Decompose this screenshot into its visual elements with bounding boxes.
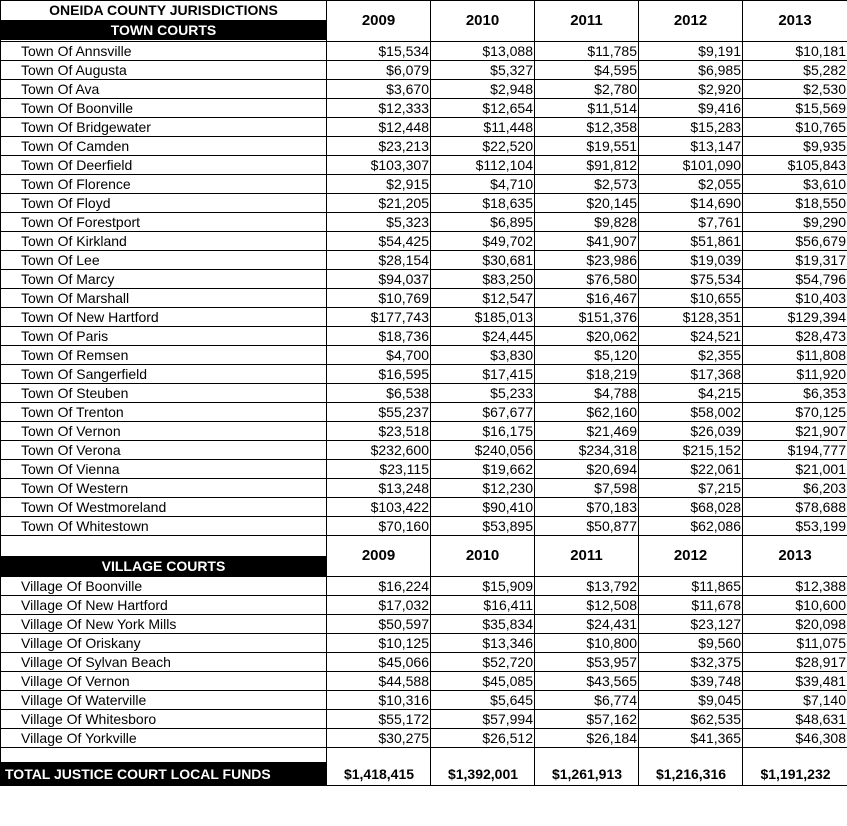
town-row	[1, 517, 847, 536]
amount-cell: $10,316	[327, 691, 431, 710]
amount-cell: $16,224	[327, 577, 431, 596]
town-row	[1, 346, 847, 365]
amount-cell: $240,056	[431, 441, 535, 460]
town-name: Town Of Western	[1, 479, 327, 498]
amount-cell: $52,720	[431, 653, 535, 672]
amount-cell: $5,233	[431, 384, 535, 403]
village-name: Village Of Oriskany	[1, 634, 327, 653]
amount-cell: $16,467	[535, 289, 639, 308]
amount-cell: $45,085	[431, 672, 535, 691]
amount-cell: $48,631	[743, 710, 847, 729]
town-header-row	[1, 1, 847, 42]
town-name: Town Of Bridgewater	[1, 118, 327, 137]
town-row	[1, 365, 847, 384]
amount-cell: $10,600	[743, 596, 847, 615]
amount-cell: $83,250	[431, 270, 535, 289]
amount-cell: $12,333	[327, 99, 431, 118]
year-header: 2011	[535, 536, 639, 577]
amount-cell: $10,125	[327, 634, 431, 653]
town-row	[1, 327, 847, 346]
town-row	[1, 156, 847, 175]
amount-cell: $58,002	[639, 403, 743, 422]
amount-cell: $17,415	[431, 365, 535, 384]
amount-cell: $12,547	[431, 289, 535, 308]
amount-cell: $2,915	[327, 175, 431, 194]
village-row	[1, 596, 847, 615]
village-name: Village Of Boonville	[1, 577, 327, 596]
amount-cell: $9,191	[639, 42, 743, 61]
amount-cell: $18,736	[327, 327, 431, 346]
amount-cell: $215,152	[639, 441, 743, 460]
amount-cell: $10,800	[535, 634, 639, 653]
town-name: Town Of New Hartford	[1, 308, 327, 327]
amount-cell: $41,907	[535, 232, 639, 251]
town-name: Town Of Whitestown	[1, 517, 327, 536]
village-name: Village Of Vernon	[1, 672, 327, 691]
amount-cell: $53,957	[535, 653, 639, 672]
town-name: Town Of Sangerfield	[1, 365, 327, 384]
spacer-cell	[1, 748, 327, 763]
amount-cell: $22,061	[639, 460, 743, 479]
amount-cell: $12,654	[431, 99, 535, 118]
amount-cell: $129,394	[743, 308, 847, 327]
amount-cell: $26,039	[639, 422, 743, 441]
town-name: Town Of Vienna	[1, 460, 327, 479]
amount-cell: $55,172	[327, 710, 431, 729]
town-row	[1, 61, 847, 80]
amount-cell: $177,743	[327, 308, 431, 327]
town-row	[1, 498, 847, 517]
town-name: Town Of Kirkland	[1, 232, 327, 251]
amount-cell: $15,569	[743, 99, 847, 118]
amount-cell: $62,535	[639, 710, 743, 729]
amount-cell: $91,812	[535, 156, 639, 175]
amount-cell: $9,828	[535, 213, 639, 232]
town-row	[1, 137, 847, 156]
amount-cell: $9,935	[743, 137, 847, 156]
total-spacer	[1, 748, 847, 763]
amount-cell: $19,039	[639, 251, 743, 270]
year-header: 2009	[327, 1, 431, 42]
village-name: Village Of New Hartford	[1, 596, 327, 615]
village-name: Village Of Whitesboro	[1, 710, 327, 729]
amount-cell: $28,473	[743, 327, 847, 346]
amount-cell: $6,538	[327, 384, 431, 403]
amount-cell: $12,358	[535, 118, 639, 137]
amount-cell: $30,681	[431, 251, 535, 270]
amount-cell: $50,597	[327, 615, 431, 634]
town-name: Town Of Westmoreland	[1, 498, 327, 517]
amount-cell: $16,595	[327, 365, 431, 384]
amount-cell: $9,290	[743, 213, 847, 232]
amount-cell: $105,843	[743, 156, 847, 175]
amount-cell: $22,520	[431, 137, 535, 156]
amount-cell: $62,160	[535, 403, 639, 422]
amount-cell: $67,677	[431, 403, 535, 422]
amount-cell: $10,181	[743, 42, 847, 61]
amount-cell: $49,702	[431, 232, 535, 251]
amount-cell: $13,248	[327, 479, 431, 498]
amount-cell: $2,355	[639, 346, 743, 365]
town-name: Town Of Marcy	[1, 270, 327, 289]
amount-cell: $6,353	[743, 384, 847, 403]
village-row	[1, 691, 847, 710]
town-row	[1, 118, 847, 137]
amount-cell: $11,678	[639, 596, 743, 615]
amount-cell: $11,448	[431, 118, 535, 137]
section-spacer	[1, 536, 847, 557]
amount-cell: $23,213	[327, 137, 431, 156]
amount-cell: $12,230	[431, 479, 535, 498]
spacer-cell	[327, 748, 431, 763]
amount-cell: $15,909	[431, 577, 535, 596]
amount-cell: $90,410	[431, 498, 535, 517]
village-courts-label: VILLAGE COURTS	[1, 556, 326, 576]
year-header: 2010	[431, 536, 535, 577]
amount-cell: $10,403	[743, 289, 847, 308]
town-name: Town Of Verona	[1, 441, 327, 460]
year-header: 2012	[639, 536, 743, 577]
amount-cell: $6,079	[327, 61, 431, 80]
amount-cell: $51,861	[639, 232, 743, 251]
amount-cell: $103,307	[327, 156, 431, 175]
amount-cell: $19,662	[431, 460, 535, 479]
town-row	[1, 251, 847, 270]
amount-cell: $2,948	[431, 80, 535, 99]
amount-cell: $57,994	[431, 710, 535, 729]
total-amount: $1,191,232	[743, 763, 847, 786]
year-header: 2009	[327, 536, 431, 577]
amount-cell: $68,028	[639, 498, 743, 517]
amount-cell: $20,694	[535, 460, 639, 479]
amount-cell: $2,920	[639, 80, 743, 99]
amount-cell: $78,688	[743, 498, 847, 517]
amount-cell: $70,160	[327, 517, 431, 536]
year-header: 2013	[743, 536, 847, 577]
town-row	[1, 289, 847, 308]
amount-cell: $4,215	[639, 384, 743, 403]
amount-cell: $53,199	[743, 517, 847, 536]
amount-cell: $21,001	[743, 460, 847, 479]
amount-cell: $46,308	[743, 729, 847, 748]
amount-cell: $19,317	[743, 251, 847, 270]
amount-cell: $9,560	[639, 634, 743, 653]
amount-cell: $7,598	[535, 479, 639, 498]
amount-cell: $5,645	[431, 691, 535, 710]
amount-cell: $32,375	[639, 653, 743, 672]
village-name: Village Of Waterville	[1, 691, 327, 710]
town-row	[1, 441, 847, 460]
amount-cell: $10,765	[743, 118, 847, 137]
amount-cell: $23,518	[327, 422, 431, 441]
amount-cell: $11,920	[743, 365, 847, 384]
amount-cell: $94,037	[327, 270, 431, 289]
town-row	[1, 99, 847, 118]
total-amount: $1,392,001	[431, 763, 535, 786]
amount-cell: $15,283	[639, 118, 743, 137]
amount-cell: $41,365	[639, 729, 743, 748]
amount-cell: $17,368	[639, 365, 743, 384]
town-name: Town Of Steuben	[1, 384, 327, 403]
amount-cell: $2,780	[535, 80, 639, 99]
spacer-cell	[535, 748, 639, 763]
town-row	[1, 213, 847, 232]
amount-cell: $18,219	[535, 365, 639, 384]
total-label: TOTAL JUSTICE COURT LOCAL FUNDS	[1, 763, 327, 786]
town-row	[1, 479, 847, 498]
amount-cell: $26,512	[431, 729, 535, 748]
town-row	[1, 232, 847, 251]
village-row	[1, 729, 847, 748]
town-name: Town Of Augusta	[1, 61, 327, 80]
town-name: Town Of Vernon	[1, 422, 327, 441]
amount-cell: $15,534	[327, 42, 431, 61]
amount-cell: $28,154	[327, 251, 431, 270]
town-row	[1, 175, 847, 194]
amount-cell: $39,748	[639, 672, 743, 691]
amount-cell: $12,448	[327, 118, 431, 137]
title-cell	[1, 1, 327, 42]
amount-cell: $17,032	[327, 596, 431, 615]
amount-cell: $7,215	[639, 479, 743, 498]
amount-cell: $112,104	[431, 156, 535, 175]
town-row	[1, 194, 847, 213]
amount-cell: $4,700	[327, 346, 431, 365]
amount-cell: $12,388	[743, 577, 847, 596]
amount-cell: $20,145	[535, 194, 639, 213]
amount-cell: $24,431	[535, 615, 639, 634]
village-row	[1, 672, 847, 691]
amount-cell: $50,877	[535, 517, 639, 536]
village-name: Village Of Sylvan Beach	[1, 653, 327, 672]
amount-cell: $24,445	[431, 327, 535, 346]
town-name: Town Of Boonville	[1, 99, 327, 118]
amount-cell: $14,690	[639, 194, 743, 213]
town-name: Town Of Forestport	[1, 213, 327, 232]
amount-cell: $3,670	[327, 80, 431, 99]
amount-cell: $30,275	[327, 729, 431, 748]
amount-cell: $9,416	[639, 99, 743, 118]
town-row	[1, 422, 847, 441]
amount-cell: $57,162	[535, 710, 639, 729]
amount-cell: $5,323	[327, 213, 431, 232]
amount-cell: $56,679	[743, 232, 847, 251]
year-header: 2012	[639, 1, 743, 42]
amount-cell: $55,237	[327, 403, 431, 422]
amount-cell: $53,895	[431, 517, 535, 536]
village-row	[1, 653, 847, 672]
town-courts-label: TOWN COURTS	[1, 20, 326, 40]
amount-cell: $75,534	[639, 270, 743, 289]
town-row	[1, 460, 847, 479]
total-amount: $1,261,913	[535, 763, 639, 786]
amount-cell: $3,830	[431, 346, 535, 365]
town-name: Town Of Ava	[1, 80, 327, 99]
amount-cell: $70,183	[535, 498, 639, 517]
town-row	[1, 270, 847, 289]
year-header: 2010	[431, 1, 535, 42]
amount-cell: $2,055	[639, 175, 743, 194]
town-name: Town Of Annsville	[1, 42, 327, 61]
amount-cell: $21,469	[535, 422, 639, 441]
town-name: Town Of Marshall	[1, 289, 327, 308]
amount-cell: $21,205	[327, 194, 431, 213]
amount-cell: $70,125	[743, 403, 847, 422]
town-name: Town Of Lee	[1, 251, 327, 270]
spacer-cell	[1, 536, 327, 557]
amount-cell: $234,318	[535, 441, 639, 460]
amount-cell: $185,013	[431, 308, 535, 327]
amount-cell: $2,530	[743, 80, 847, 99]
amount-cell: $20,098	[743, 615, 847, 634]
amount-cell: $62,086	[639, 517, 743, 536]
amount-cell: $11,865	[639, 577, 743, 596]
town-row	[1, 80, 847, 99]
amount-cell: $43,565	[535, 672, 639, 691]
amount-cell: $103,422	[327, 498, 431, 517]
amount-cell: $2,573	[535, 175, 639, 194]
amount-cell: $232,600	[327, 441, 431, 460]
spacer-cell	[743, 748, 847, 763]
amount-cell: $13,346	[431, 634, 535, 653]
village-row	[1, 615, 847, 634]
town-row	[1, 42, 847, 61]
amount-cell: $151,376	[535, 308, 639, 327]
amount-cell: $7,140	[743, 691, 847, 710]
table-title: ONEIDA COUNTY JURISDICTIONS	[49, 2, 278, 18]
amount-cell: $13,147	[639, 137, 743, 156]
total-amount: $1,216,316	[639, 763, 743, 786]
amount-cell: $9,045	[639, 691, 743, 710]
amount-cell: $11,514	[535, 99, 639, 118]
amount-cell: $5,282	[743, 61, 847, 80]
amount-cell: $18,550	[743, 194, 847, 213]
amount-cell: $20,062	[535, 327, 639, 346]
amount-cell: $5,327	[431, 61, 535, 80]
village-row	[1, 634, 847, 653]
amount-cell: $11,075	[743, 634, 847, 653]
amount-cell: $4,595	[535, 61, 639, 80]
amount-cell: $194,777	[743, 441, 847, 460]
amount-cell: $12,508	[535, 596, 639, 615]
total-amount: $1,418,415	[327, 763, 431, 786]
amount-cell: $16,411	[431, 596, 535, 615]
amount-cell: $45,066	[327, 653, 431, 672]
amount-cell: $6,774	[535, 691, 639, 710]
amount-cell: $6,895	[431, 213, 535, 232]
amount-cell: $76,580	[535, 270, 639, 289]
amount-cell: $4,788	[535, 384, 639, 403]
amount-cell: $19,551	[535, 137, 639, 156]
amount-cell: $39,481	[743, 672, 847, 691]
village-name: Village Of Yorkville	[1, 729, 327, 748]
amount-cell: $4,710	[431, 175, 535, 194]
town-name: Town Of Floyd	[1, 194, 327, 213]
year-header: 2011	[535, 1, 639, 42]
town-row	[1, 308, 847, 327]
amount-cell: $11,785	[535, 42, 639, 61]
spacer-cell	[639, 748, 743, 763]
amount-cell: $128,351	[639, 308, 743, 327]
spacer-cell	[431, 748, 535, 763]
amount-cell: $7,761	[639, 213, 743, 232]
amount-cell: $35,834	[431, 615, 535, 634]
town-name: Town Of Trenton	[1, 403, 327, 422]
town-name: Town Of Paris	[1, 327, 327, 346]
amount-cell: $10,655	[639, 289, 743, 308]
village-row	[1, 710, 847, 729]
amount-cell: $10,769	[327, 289, 431, 308]
amount-cell: $3,610	[743, 175, 847, 194]
town-row	[1, 384, 847, 403]
town-name: Town Of Deerfield	[1, 156, 327, 175]
village-row	[1, 577, 847, 596]
town-name: Town Of Remsen	[1, 346, 327, 365]
town-row	[1, 403, 847, 422]
amount-cell: $26,184	[535, 729, 639, 748]
amount-cell: $28,917	[743, 653, 847, 672]
amount-cell: $23,115	[327, 460, 431, 479]
amount-cell: $5,120	[535, 346, 639, 365]
amount-cell: $18,635	[431, 194, 535, 213]
amount-cell: $23,127	[639, 615, 743, 634]
amount-cell: $21,907	[743, 422, 847, 441]
amount-cell: $54,425	[327, 232, 431, 251]
amount-cell: $13,088	[431, 42, 535, 61]
town-name: Town Of Florence	[1, 175, 327, 194]
village-name: Village Of New York Mills	[1, 615, 327, 634]
amount-cell: $6,985	[639, 61, 743, 80]
total-row	[1, 763, 847, 786]
amount-cell: $44,588	[327, 672, 431, 691]
town-name: Town Of Camden	[1, 137, 327, 156]
amount-cell: $11,808	[743, 346, 847, 365]
village-label-cell	[1, 556, 327, 577]
year-header: 2013	[743, 1, 847, 42]
amount-cell: $101,090	[639, 156, 743, 175]
amount-cell: $23,986	[535, 251, 639, 270]
amount-cell: $54,796	[743, 270, 847, 289]
amount-cell: $24,521	[639, 327, 743, 346]
amount-cell: $13,792	[535, 577, 639, 596]
amount-cell: $6,203	[743, 479, 847, 498]
amount-cell: $16,175	[431, 422, 535, 441]
